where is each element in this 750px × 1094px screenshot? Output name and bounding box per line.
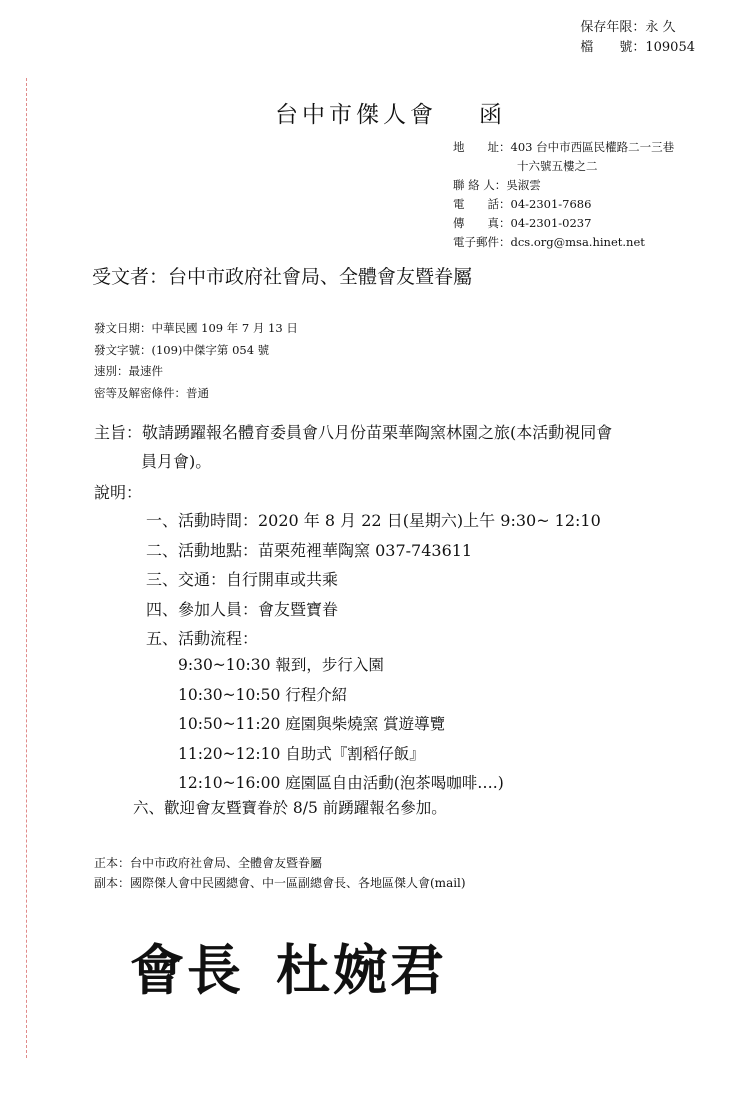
- meta-block: [94, 318, 298, 404]
- binding-margin-line: [26, 78, 27, 1058]
- secrecy: 密等及解密條件：普通: [94, 385, 209, 400]
- list-item: 四、參加人員：會友暨寶眷: [146, 599, 339, 619]
- schedule-item: 10:50~11:20 庭園與柴燒窯 賞遊導覽: [178, 715, 446, 733]
- retention-block: [580, 18, 695, 58]
- subject-line-2: 員月會)。: [141, 452, 212, 471]
- schedule-item: 11:20~12:10 自助式『割稻仔飯』: [178, 744, 425, 763]
- contact-person: 聯 絡 人：吳淑雲: [453, 178, 541, 192]
- list-item: 二、活動地點：苗栗苑裡華陶窯 037-743611: [146, 540, 473, 560]
- original-recipients: 正本：台中市政府社會局、全體會友暨眷屬: [94, 856, 323, 870]
- schedule-item: 9:30~10:30 報到，步行入園: [178, 656, 384, 674]
- contact-address-line2: 十六號五樓之二: [517, 159, 598, 173]
- copy-recipients: 副本：國際傑人會中民國總會、中一區副總會長、各地區傑人會(mail): [94, 876, 466, 890]
- issue-number: 發文字號：(109)中傑字第 054 號: [94, 342, 270, 357]
- recipient: 受文者：台中市政府社會局、全體會友暨眷屬: [92, 266, 473, 288]
- subject-line-1: 主旨：敬請踴躍報名體育委員會八月份苗栗華陶窯林園之旅(本活動視同會: [94, 423, 613, 442]
- document-title: [275, 96, 506, 129]
- org-name: 台中市傑人會: [275, 102, 437, 128]
- signature-title: 會長: [130, 938, 244, 1002]
- retention-period: 保存年限：永 久: [580, 20, 676, 35]
- contact-fax: 傳 真：04-2301-0237: [453, 216, 592, 230]
- issue-date: 發文日期：中華民國 109 年 7 月 13 日: [94, 321, 298, 335]
- schedule-item: 10:30~10:50 行程介紹: [178, 685, 348, 704]
- list-item: 五、活動流程：: [146, 629, 259, 648]
- description-items: [146, 506, 601, 654]
- file-number: 檔 號：109054: [580, 40, 695, 55]
- contact-email: 電子郵件：dcs.org@msa.hinet.net: [453, 235, 645, 249]
- signature-name: 杜婉君: [276, 938, 447, 1002]
- list-item: 三、交通：自行開車或共乘: [146, 570, 339, 589]
- schedule-item: 12:10~16:00 庭園區自由活動(泡茶喝咖啡….): [178, 774, 504, 792]
- signature: [130, 928, 447, 1005]
- doc-type: 函: [479, 102, 506, 128]
- speed: 速別：最速件: [94, 364, 163, 378]
- contact-phone: 電 話：04-2301-7686: [453, 197, 592, 211]
- description-label: 說明：: [94, 483, 143, 502]
- contact-address: 地 址：403 台中市西區民權路二一三巷: [453, 140, 675, 154]
- subject: [94, 418, 714, 476]
- list-item-6: 六、歡迎會友暨寶眷於 8/5 前踴躍報名參加。: [133, 799, 447, 817]
- copies-block: [94, 853, 466, 893]
- contact-block: [453, 138, 674, 252]
- list-item: 一、活動時間：2020 年 8 月 22 日(星期六)上午 9:30~ 12:10: [146, 511, 601, 530]
- schedule: [178, 651, 504, 799]
